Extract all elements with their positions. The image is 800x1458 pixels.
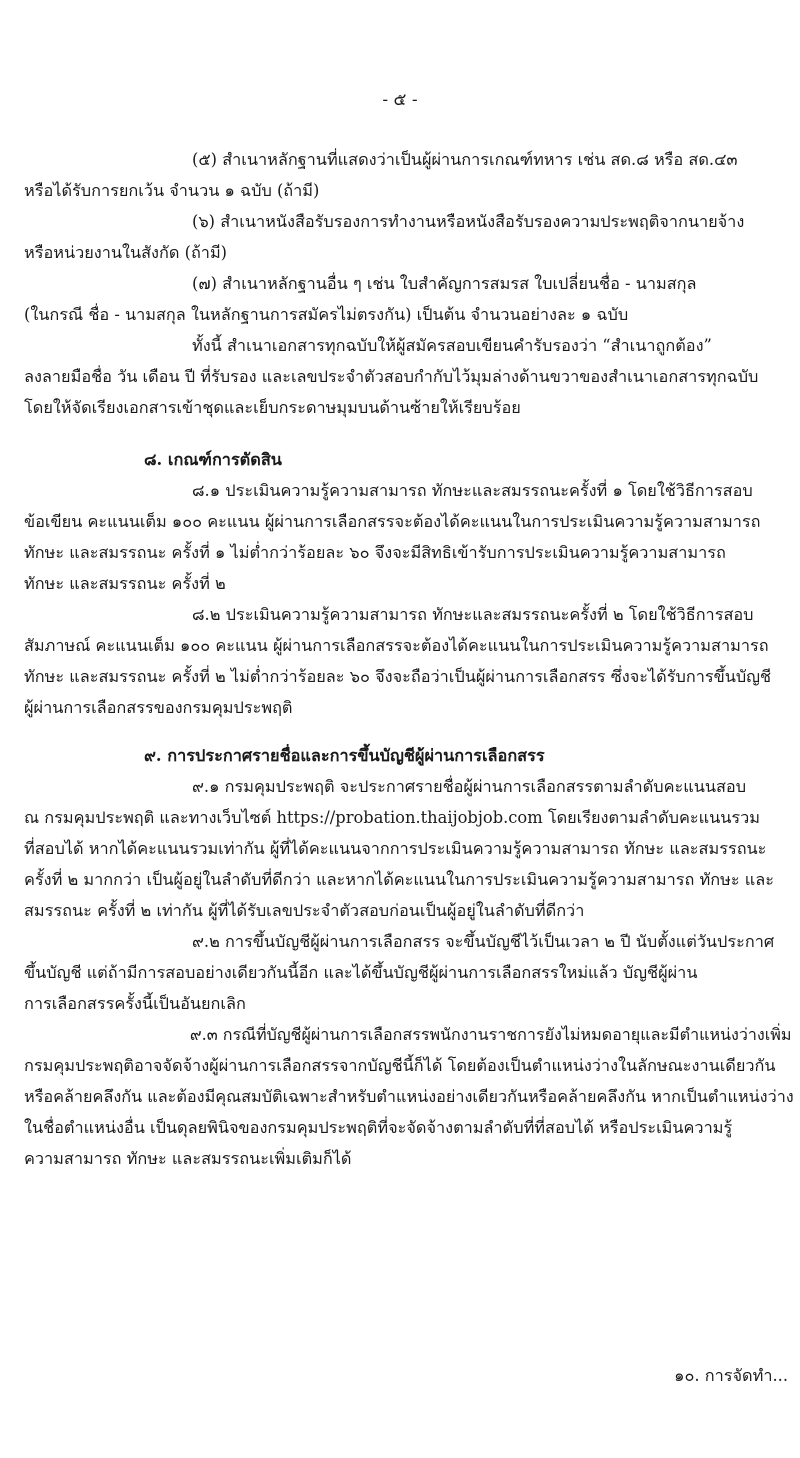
section-9-heading: ๙. การประกาศรายชื่อและการขึ้นบัญชีผู้ผ่านการเลือกสรร	[144, 746, 545, 765]
certification-note-cont-1: ลงลายมือชื่อ วัน เดือน ปี ที่รับรอง และเลขประจำตัวสอบกำกับไว้มุมล่างด้านขวาของสำเนาเอกสารทุกฉบับ	[24, 367, 759, 386]
certification-note-cont-2: โดยให้จัดเรียงเอกสารเข้าชุดและเย็บกระดาษมุมบนด้านซ้ายให้เรียบร้อย	[24, 398, 521, 417]
section-8-1-cont-3: ทักษะ และสมรรถนะ ครั้งที่ ๒	[24, 574, 226, 593]
section-8-1-cont-2: ทักษะ และสมรรถนะ ครั้งที่ ๑ ไม่ต่ำกว่าร้อยละ ๖๐ จึงจะมีสิทธิเข้ารับการประเมินความรู้ความสามารถ	[24, 543, 726, 562]
section-8-2: ๘.๒ ประเมินความรู้ความสามารถ ทักษะและสมรรถนะครั้งที่ ๒ โดยใช้วิธีการสอบ	[192, 605, 754, 624]
section-9-1-cont-2: ที่สอบได้ หากได้คะแนนรวมเท่ากัน ผู้ที่ได้คะแนนจากการประเมินความรู้ความสามารถ ทักษะ และสมรรถนะ	[24, 839, 767, 858]
doc-item-7-cont: (ในกรณี ชื่อ - นามสกุล ในหลักฐานการสมัครไม่ตรงกัน) เป็นต้น จำนวนอย่างละ ๑ ฉบับ	[24, 305, 629, 324]
section-9-3-cont-3: ในชื่อตำแหน่งอื่น เป็นดุลยพินิจของกรมคุมประพฤติที่จะจัดจ้างตามลำดับที่ที่สอบได้ หรือประเมินความรู้	[24, 1118, 733, 1137]
required-documents-list	[24, 144, 794, 423]
section-9-3: ๙.๓ กรณีที่บัญชีผู้ผ่านการเลือกสรรพนักงานราชการยังไม่หมดอายุและมีตำแหน่งว่างเพิ่ม	[189, 1025, 792, 1044]
section-8-1: ๘.๑ ประเมินความรู้ความสามารถ ทักษะและสมรรถนะครั้งที่ ๑ โดยใช้วิธีการสอบ	[192, 481, 753, 500]
doc-item-5: (๕) สำเนาหลักฐานที่แสดงว่าเป็นผู้ผ่านการเกณฑ์ทหาร เช่น สด.๘ หรือ สด.๔๓	[192, 150, 738, 169]
section-8-2-cont-2: ทักษะ และสมรรถนะ ครั้งที่ ๒ ไม่ต่ำกว่าร้อยละ ๖๐ จึงจะถือว่าเป็นผู้ผ่านการเลือกสรร ซึ่งจะได้รับการขึ้นบัญชี	[24, 667, 772, 686]
section-9-3-cont-2: หรือคล้ายคลึงกัน และต้องมีคุณสมบัติเฉพาะสำหรับตำแหน่งอย่างเดียวกันหรือคล้ายคลึงกัน หากเป็นตำแหน่งว่าง	[24, 1087, 794, 1106]
section-9-1-cont-3: ครั้งที่ ๒ มากกว่า เป็นผู้อยู่ในลำดับที่ดีกว่า และหากได้คะแนนในการประเมินความรู้ความสามารถ ทักษะ และ	[24, 870, 774, 889]
page-number: - ๕ -	[382, 90, 418, 110]
section-8-2-cont-3: ผู้ผ่านการเลือกสรรของกรมคุมประพฤติ	[24, 698, 293, 717]
section-9-1-cont-4: สมรรถนะ ครั้งที่ ๒ เท่ากัน ผู้ที่ได้รับเลขประจำตัวสอบก่อนเป็นผู้อยู่ในลำดับที่ดีกว่า	[24, 901, 585, 920]
section-9-1-cont-1: ณ กรมคุมประพฤติ และทางเว็บไซต์ https://probation.thaijobjob.com โดยเรียงตามลำดับคะแนนรวม	[24, 808, 760, 827]
section-9-2-cont-2: การเลือกสรรครั้งนี้เป็นอันยกเลิก	[24, 994, 246, 1013]
continuation-marker: ๑๐. การจัดทำ...	[674, 1366, 788, 1385]
section-9-3-cont-4: ความสามารถ ทักษะ และสมรรถนะเพิ่มเติมก็ได้	[24, 1149, 352, 1168]
doc-item-7: (๗) สำเนาหลักฐานอื่น ๆ เช่น ใบสำคัญการสมรส ใบเปลี่ยนชื่อ - นามสกุล	[192, 274, 697, 293]
section-8-judging-criteria	[24, 444, 794, 723]
doc-item-6: (๖) สำเนาหนังสือรับรองการทำงานหรือหนังสือรับรองความประพฤติจากนายจ้าง	[192, 212, 745, 231]
section-9-3-cont-1: กรมคุมประพฤติอาจจัดจ้างผู้ผ่านการเลือกสรรจากบัญชีนี้ก็ได้ โดยต้องเป็นตำแหน่งว่างในลักษณะงานเดียวกัน	[24, 1056, 776, 1075]
section-8-1-cont-1: ข้อเขียน คะแนนเต็ม ๑๐๐ คะแนน ผู้ผ่านการเลือกสรรจะต้องได้คะแนนในการประเมินความรู้ความสามารถ	[24, 512, 761, 531]
section-9-1: ๙.๑ กรมคุมประพฤติ จะประกาศรายชื่อผู้ผ่านการเลือกสรรตามลำดับคะแนนสอบ	[192, 777, 747, 796]
doc-item-5-cont: หรือได้รับการยกเว้น จำนวน ๑ ฉบับ (ถ้ามี)	[24, 181, 320, 200]
doc-item-6-cont: หรือหน่วยงานในสังกัด (ถ้ามี)	[24, 243, 228, 262]
section-8-2-cont-1: สัมภาษณ์ คะแนนเต็ม ๑๐๐ คะแนน ผู้ผ่านการเลือกสรรจะต้องได้คะแนนในการประเมินความรู้ความสามารถ	[24, 636, 769, 655]
certification-note: ทั้งนี้ สำเนาเอกสารทุกฉบับให้ผู้สมัครสอบเขียนคำรับรองว่า “สำเนาถูกต้อง”	[192, 336, 712, 355]
section-9-announcement	[24, 740, 794, 1174]
section-9-2-cont-1: ขึ้นบัญชี แต่ถ้ามีการสอบอย่างเดียวกันนี้อีก และได้ขึ้นบัญชีผู้ผ่านการเลือกสรรใหม่แล้ว บัญชีผู้ผ่าน	[24, 963, 698, 982]
section-9-2: ๙.๒ การขึ้นบัญชีผู้ผ่านการเลือกสรร จะขึ้นบัญชีไว้เป็นเวลา ๒ ปี นับตั้งแต่วันประกาศ	[192, 932, 775, 951]
section-8-heading: ๘. เกณฑ์การตัดสิน	[144, 450, 282, 469]
